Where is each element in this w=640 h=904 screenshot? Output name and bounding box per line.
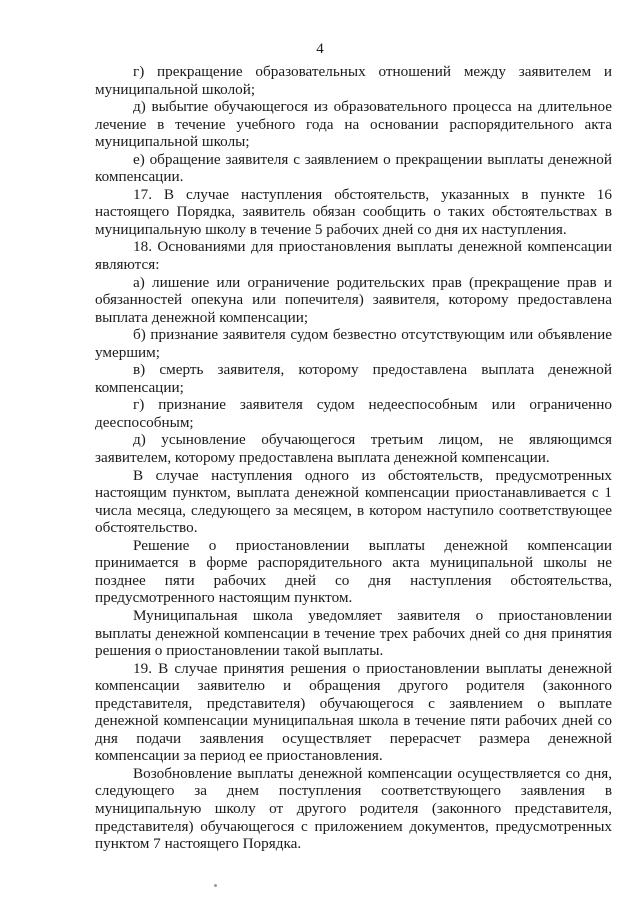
paragraph-18-v: в) смерть заявителя, которому предоставлена выплата денежной компенсации; bbox=[95, 361, 612, 396]
paragraph-16-d: д) выбытие обучающегося из образовательного процесса на длительное лечение в течение учебного года на основании распорядительного акта муниципальной школы; bbox=[95, 98, 612, 151]
paragraph-18-d: д) усыновление обучающегося третьим лицом, не являющимся заявителем, которому предоставлена выплата денежной компенсации. bbox=[95, 431, 612, 467]
paragraph-18-decision: Решение о приостановлении выплаты денежной компенсации принимается в форме распорядительного акта муниципальной школы не позднее пяти рабочих дней со дня наступления обстоятельства, предусмотренного настоящим пунктом. bbox=[95, 536, 612, 607]
paragraph-18-notification: Муниципальная школа уведомляет заявителя о приостановлении выплаты денежной компенсации в течение трех рабочих дней со дня принятия решения о приостановлении такой выплаты. bbox=[95, 606, 612, 660]
paragraph-18-g: г) признание заявителя судом недееспособным или ограниченно дееспособным; bbox=[95, 396, 612, 431]
paragraph-18-a: а) лишение или ограничение родительских прав (прекращение прав и обязанностей опекуна или попечителя) заявителя, которому предоставлена выплата денежной компенсации; bbox=[95, 273, 612, 326]
paragraph-16-g: г) прекращение образовательных отношений между заявителем и муниципальной школой; bbox=[95, 63, 612, 98]
paragraph-16-e: е) обращение заявителя с заявлением о прекращении выплаты денежной компенсации. bbox=[95, 150, 612, 186]
scan-artifact-dot bbox=[214, 884, 217, 887]
paragraph-17: 17. В случае наступления обстоятельств, указанных в пункте 16 настоящего Порядка, заявитель обязан сообщить о таких обстоятельствах в муниципальную школу в течение 5 рабочих дней со дня их наступления. bbox=[95, 185, 612, 238]
document-body bbox=[95, 63, 612, 853]
paragraph-18-suspension-date: В случае наступления одного из обстоятельств, предусмотренных настоящим пунктом, выплата денежной компенсации приостанавливается с 1 числа месяца, следующего за месяцем, в котором наступило соответствующее обстоятельство. bbox=[95, 466, 612, 537]
page-number: 4 bbox=[316, 41, 324, 57]
paragraph-19: 19. В случае принятия решения о приостановлении выплаты денежной компенсации заявителю и обращения другого родителя (законного представителя, представителя) обучающегося с заявлением о выплате денежной компенсации муниципальная школа в течение пяти рабочих дней со дня подачи заявления осуществляет перерасчет размера денежной компенсации за период ее приостановления. bbox=[95, 659, 612, 765]
paragraph-18: 18. Основаниями для приостановления выплаты денежной компенсации являются: bbox=[95, 238, 612, 274]
paragraph-19-resumption: Возобновление выплаты денежной компенсации осуществляется со дня, следующего за днем поступления соответствующего заявления в муниципальную школу от другого родителя (законного представителя, представителя) обучающегося с приложением документов, предусмотренных пунктом 7 настоящего Порядка. bbox=[95, 764, 612, 853]
paragraph-18-b: б) признание заявителя судом безвестно отсутствующим или объявление умершим; bbox=[95, 326, 612, 361]
